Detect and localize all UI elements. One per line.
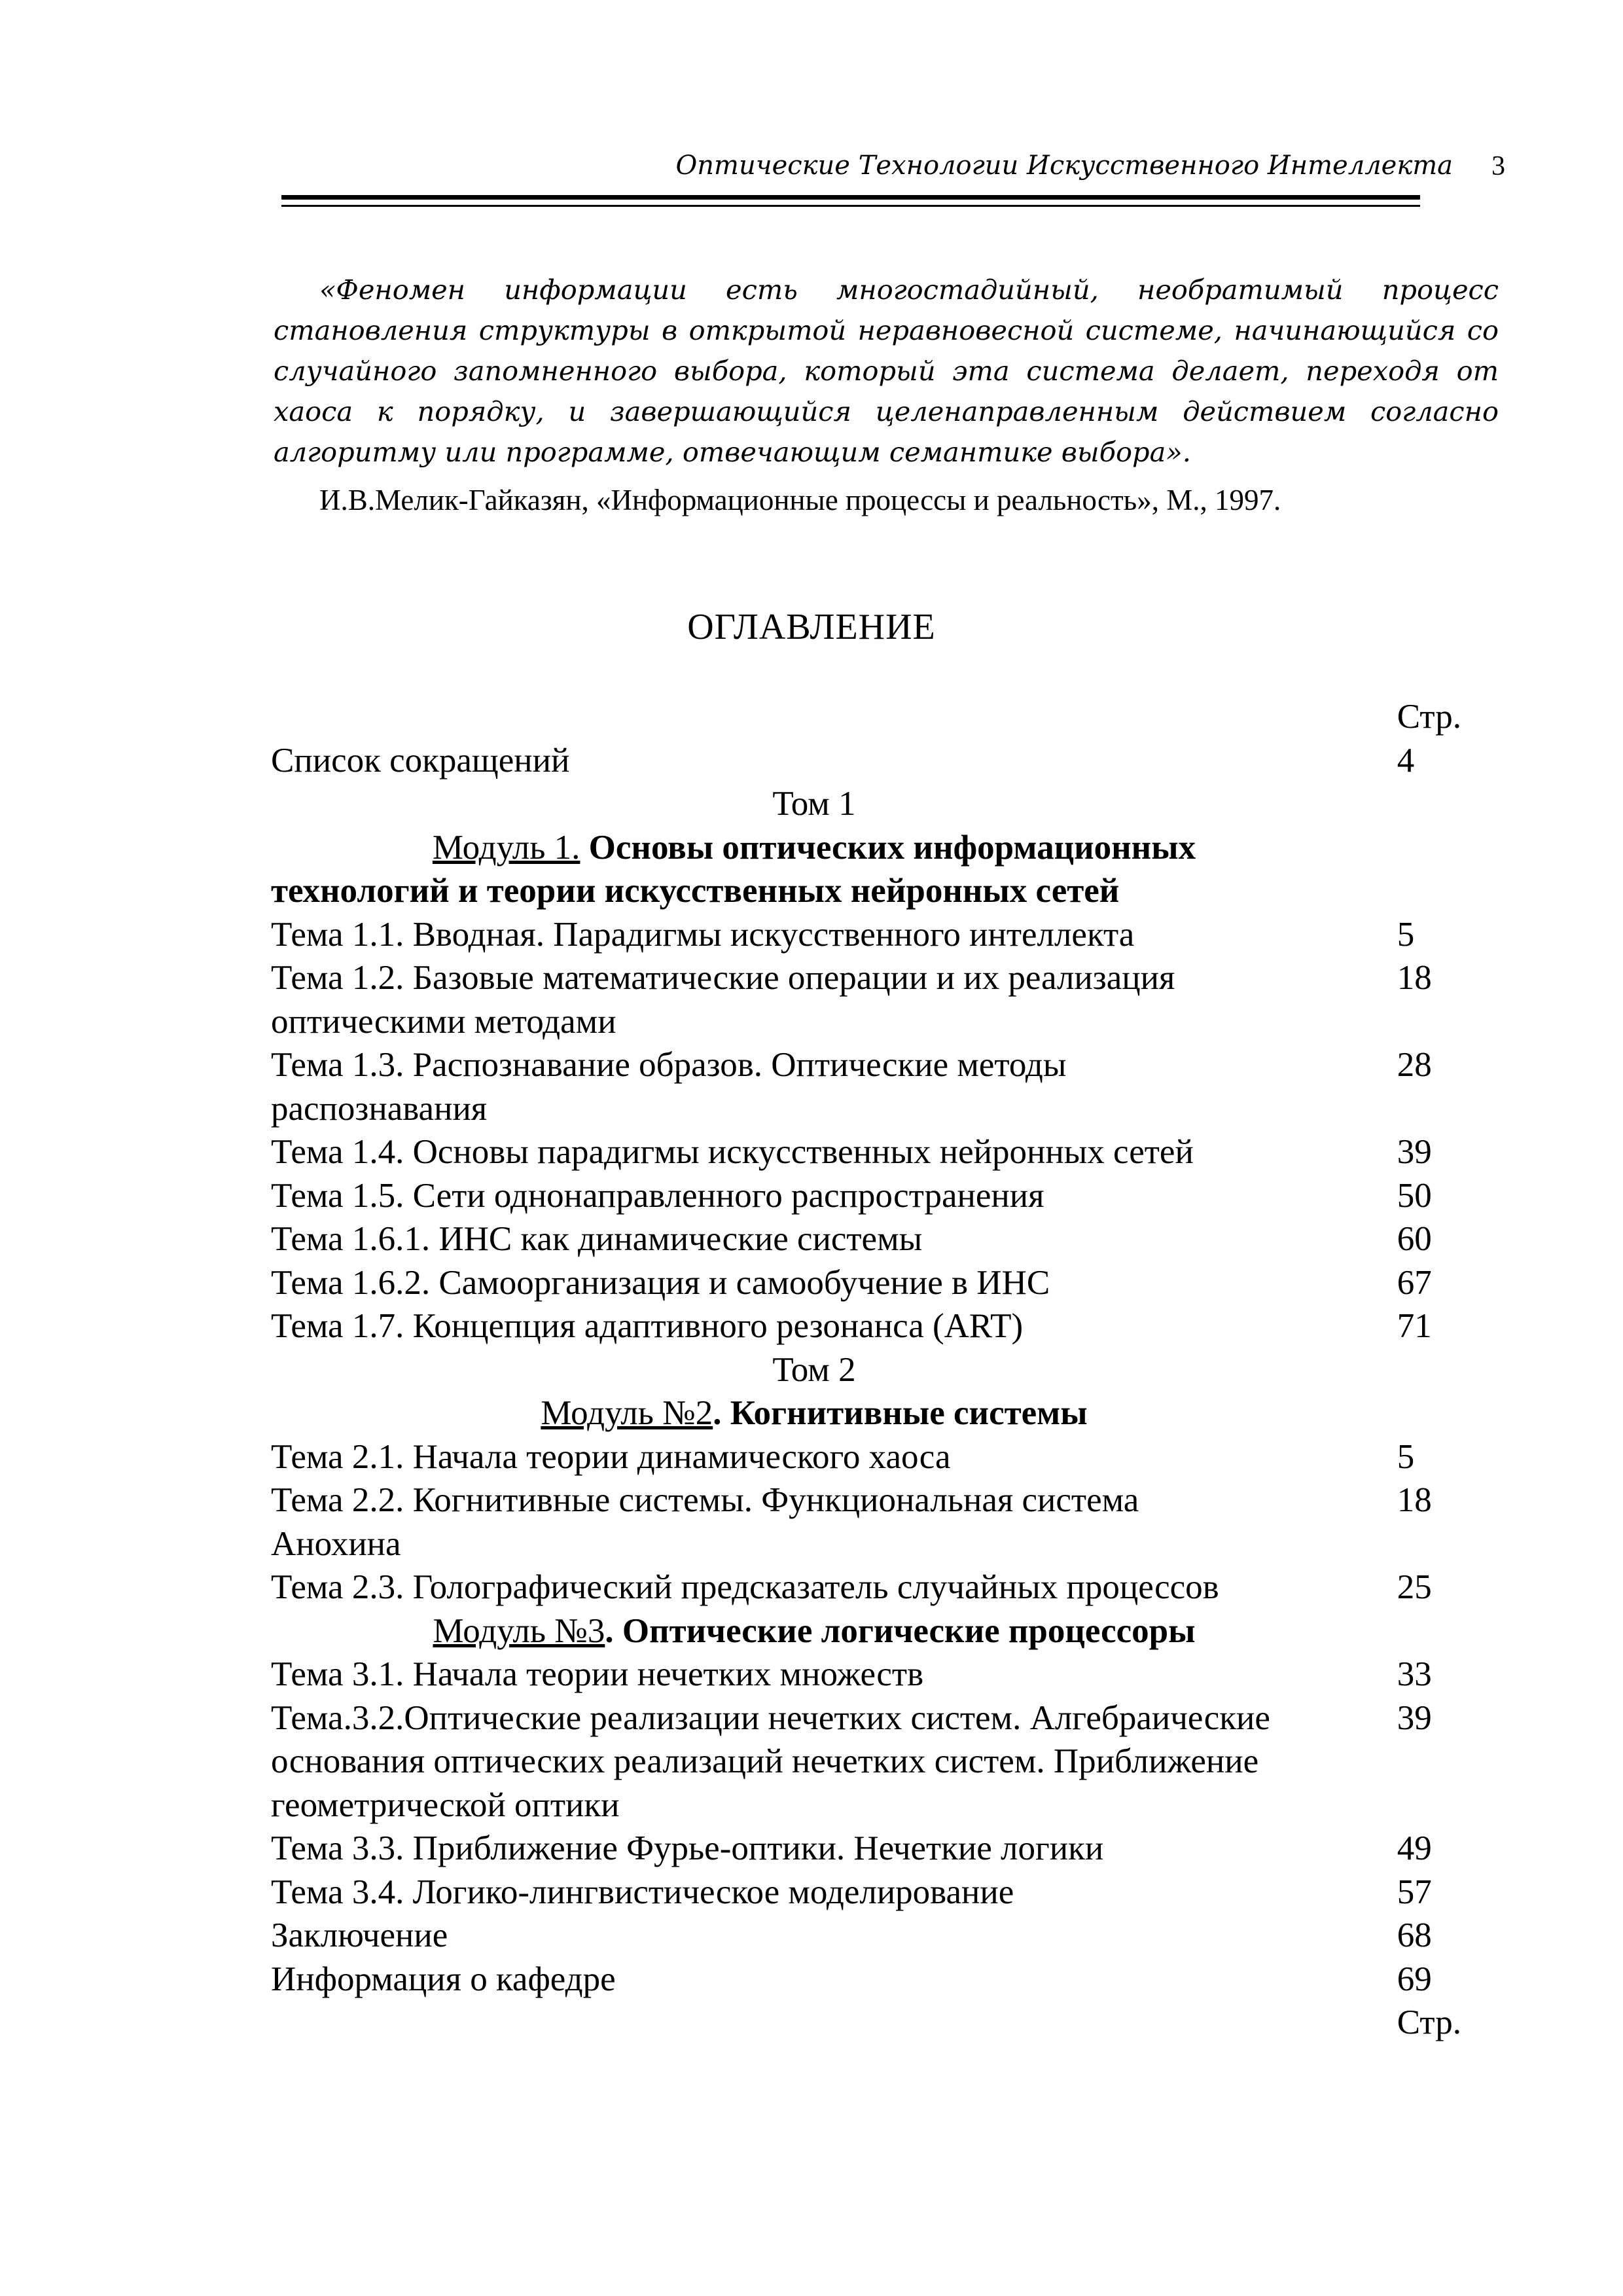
toc-entry[interactable] [271,1653,1514,1696]
toc-entry[interactable] [271,1217,1514,1261]
toc-entry-page: 67 [1397,1263,1432,1302]
toc-entry-text: Список сокращений [271,741,570,780]
toc-entry-page: 69 [1397,1960,1432,1998]
toc-entry-page: 49 [1397,1829,1432,1867]
toc-entry-page: 39 [1397,1133,1432,1171]
toc-entry-continued: геометрической оптики [271,1785,620,1824]
header-rule-thick [281,195,1420,200]
toc-entry-continued: основания оптических реализаций нечетких систем. Приближение [271,1742,1259,1780]
toc-entry-text: Тема 1.6.1. ИНС как динамические системы [271,1220,923,1258]
toc-entry-page: 68 [1397,1916,1432,1954]
module-label: Модуль №3 [433,1611,605,1650]
toc-entry-text: Тема 1.7. Концепция адаптивного резонанса (ART) [271,1307,1024,1345]
module-title: Основы оптических информационных [588,828,1196,867]
module-label: Модуль №2 [541,1394,713,1432]
toc-entry[interactable] [271,1566,1514,1609]
module-title: . Оптические логические процессоры [605,1611,1196,1650]
toc-entry-text: Тема 3.3. Приближение Фурье-оптики. Нечеткие логики [271,1829,1104,1867]
toc-entry-text: Информация о кафедре [271,1960,616,1998]
toc-entry-page: 5 [1397,1437,1415,1476]
toc-entry-text: Тема 2.3. Голографический предсказатель случайных процессов [271,1568,1219,1606]
toc-entry-page: 39 [1397,1698,1432,1737]
toc-entry[interactable] [271,913,1514,957]
header-rule-thin [281,205,1420,207]
toc-title: ОГЛАВЛЕНИЕ [687,607,936,647]
epigraph-quote: «Феномен информации есть многостадийный, необратимый процесс становления структуры в открытой неравновесной системе, начинающийся со случайного запомненного выбора, который эта система делает, переходя от хаоса к порядку, и завершающийся целенаправленным действием согласно алгоритму или программе, отвечающим семантике выбора». [274,274,1499,468]
toc-entry-page: 57 [1397,1873,1432,1911]
toc-page-col-label-row [271,2001,1514,2045]
toc-entry[interactable] [271,1043,1514,1087]
module-title-continued: технологий и теории искусственных нейронных сетей [271,872,1120,910]
volume-heading: Том 1 [772,785,856,823]
toc-entry-page: 50 [1397,1176,1432,1215]
header-title: Оптические Технологии Искусственного Интеллекта [675,151,1453,181]
toc-entry-text: Тема 1.3. Распознавание образов. Оптические методы [271,1046,1067,1084]
module-title: . Когнитивные системы [713,1394,1088,1432]
page-column-label: Стр. [1397,698,1461,736]
toc-entry-text: Тема 1.6.2. Самоорганизация и самообучение в ИНС [271,1263,1050,1302]
toc-entry-page: 60 [1397,1220,1432,1258]
toc-entry[interactable] [271,1827,1514,1871]
toc-entry-text: Тема 2.1. Начала теории динамического хаоса [271,1437,951,1476]
page-column-label: Стр. [1397,2003,1461,2041]
toc-page-col-label-row [271,695,1514,739]
toc-entry-page: 18 [1397,959,1432,997]
epigraph-attribution: И.В.Мелик-Гайказян, «Информационные процессы и реальность», М., 1997. [319,484,1281,516]
running-header [275,145,1505,191]
toc-entry-page: 18 [1397,1481,1432,1519]
toc-entry-text: Тема 1.5. Сети однонаправленного распространения [271,1176,1044,1215]
module-heading [271,1391,1514,1435]
toc-entry[interactable] [271,1696,1514,1740]
toc-entry[interactable] [271,1871,1514,1914]
toc-entry[interactable] [271,739,1514,783]
toc-entry-text: Тема 2.2. Когнитивные системы. Функциональная система [271,1481,1139,1519]
toc-entry-text: Тема 3.4. Логико-лингвистическое моделирование [271,1873,1014,1911]
toc-entry-continued: Анохина [271,1524,401,1563]
toc-entry[interactable] [271,956,1514,1000]
toc-entry[interactable] [271,1174,1514,1218]
toc-entry-continued: оптическими методами [271,1002,616,1041]
toc-entry-page: 4 [1397,741,1415,780]
toc-entry-page: 71 [1397,1307,1432,1345]
toc-entry[interactable] [271,1435,1514,1479]
toc-entry[interactable] [271,1130,1514,1174]
header-page-number: 3 [1491,151,1505,181]
volume-heading: Том 2 [772,1350,856,1389]
toc-entry-text: Тема 1.2. Базовые математические операции и их реализация [271,959,1175,997]
toc-entry-text: Тема 3.1. Начала теории нечетких множеств [271,1655,924,1693]
module-label: Модуль 1. [432,828,580,867]
toc-entry-text: Тема.3.2.Оптические реализации нечетких систем. Алгебраические [271,1698,1270,1737]
module-heading [271,826,1514,870]
table-of-contents [271,695,1514,2045]
toc-entry[interactable] [271,1958,1514,2001]
toc-entry-page: 5 [1397,915,1415,954]
toc-entry[interactable] [271,1914,1514,1958]
toc-entry-page: 25 [1397,1568,1432,1606]
toc-entry-text: Заключение [271,1916,448,1954]
toc-entry-continued: распознавания [271,1089,488,1128]
toc-entry-page: 33 [1397,1655,1432,1693]
toc-entry-text: Тема 1.4. Основы парадигмы искусственных нейронных сетей [271,1133,1194,1171]
module-heading [271,1609,1514,1653]
toc-entry[interactable] [271,1479,1514,1522]
toc-entry-page: 28 [1397,1046,1432,1084]
toc-entry[interactable] [271,1304,1514,1348]
toc-entry[interactable] [271,1261,1514,1305]
toc-entry-text: Тема 1.1. Вводная. Парадигмы искусственного интеллекта [271,915,1135,954]
